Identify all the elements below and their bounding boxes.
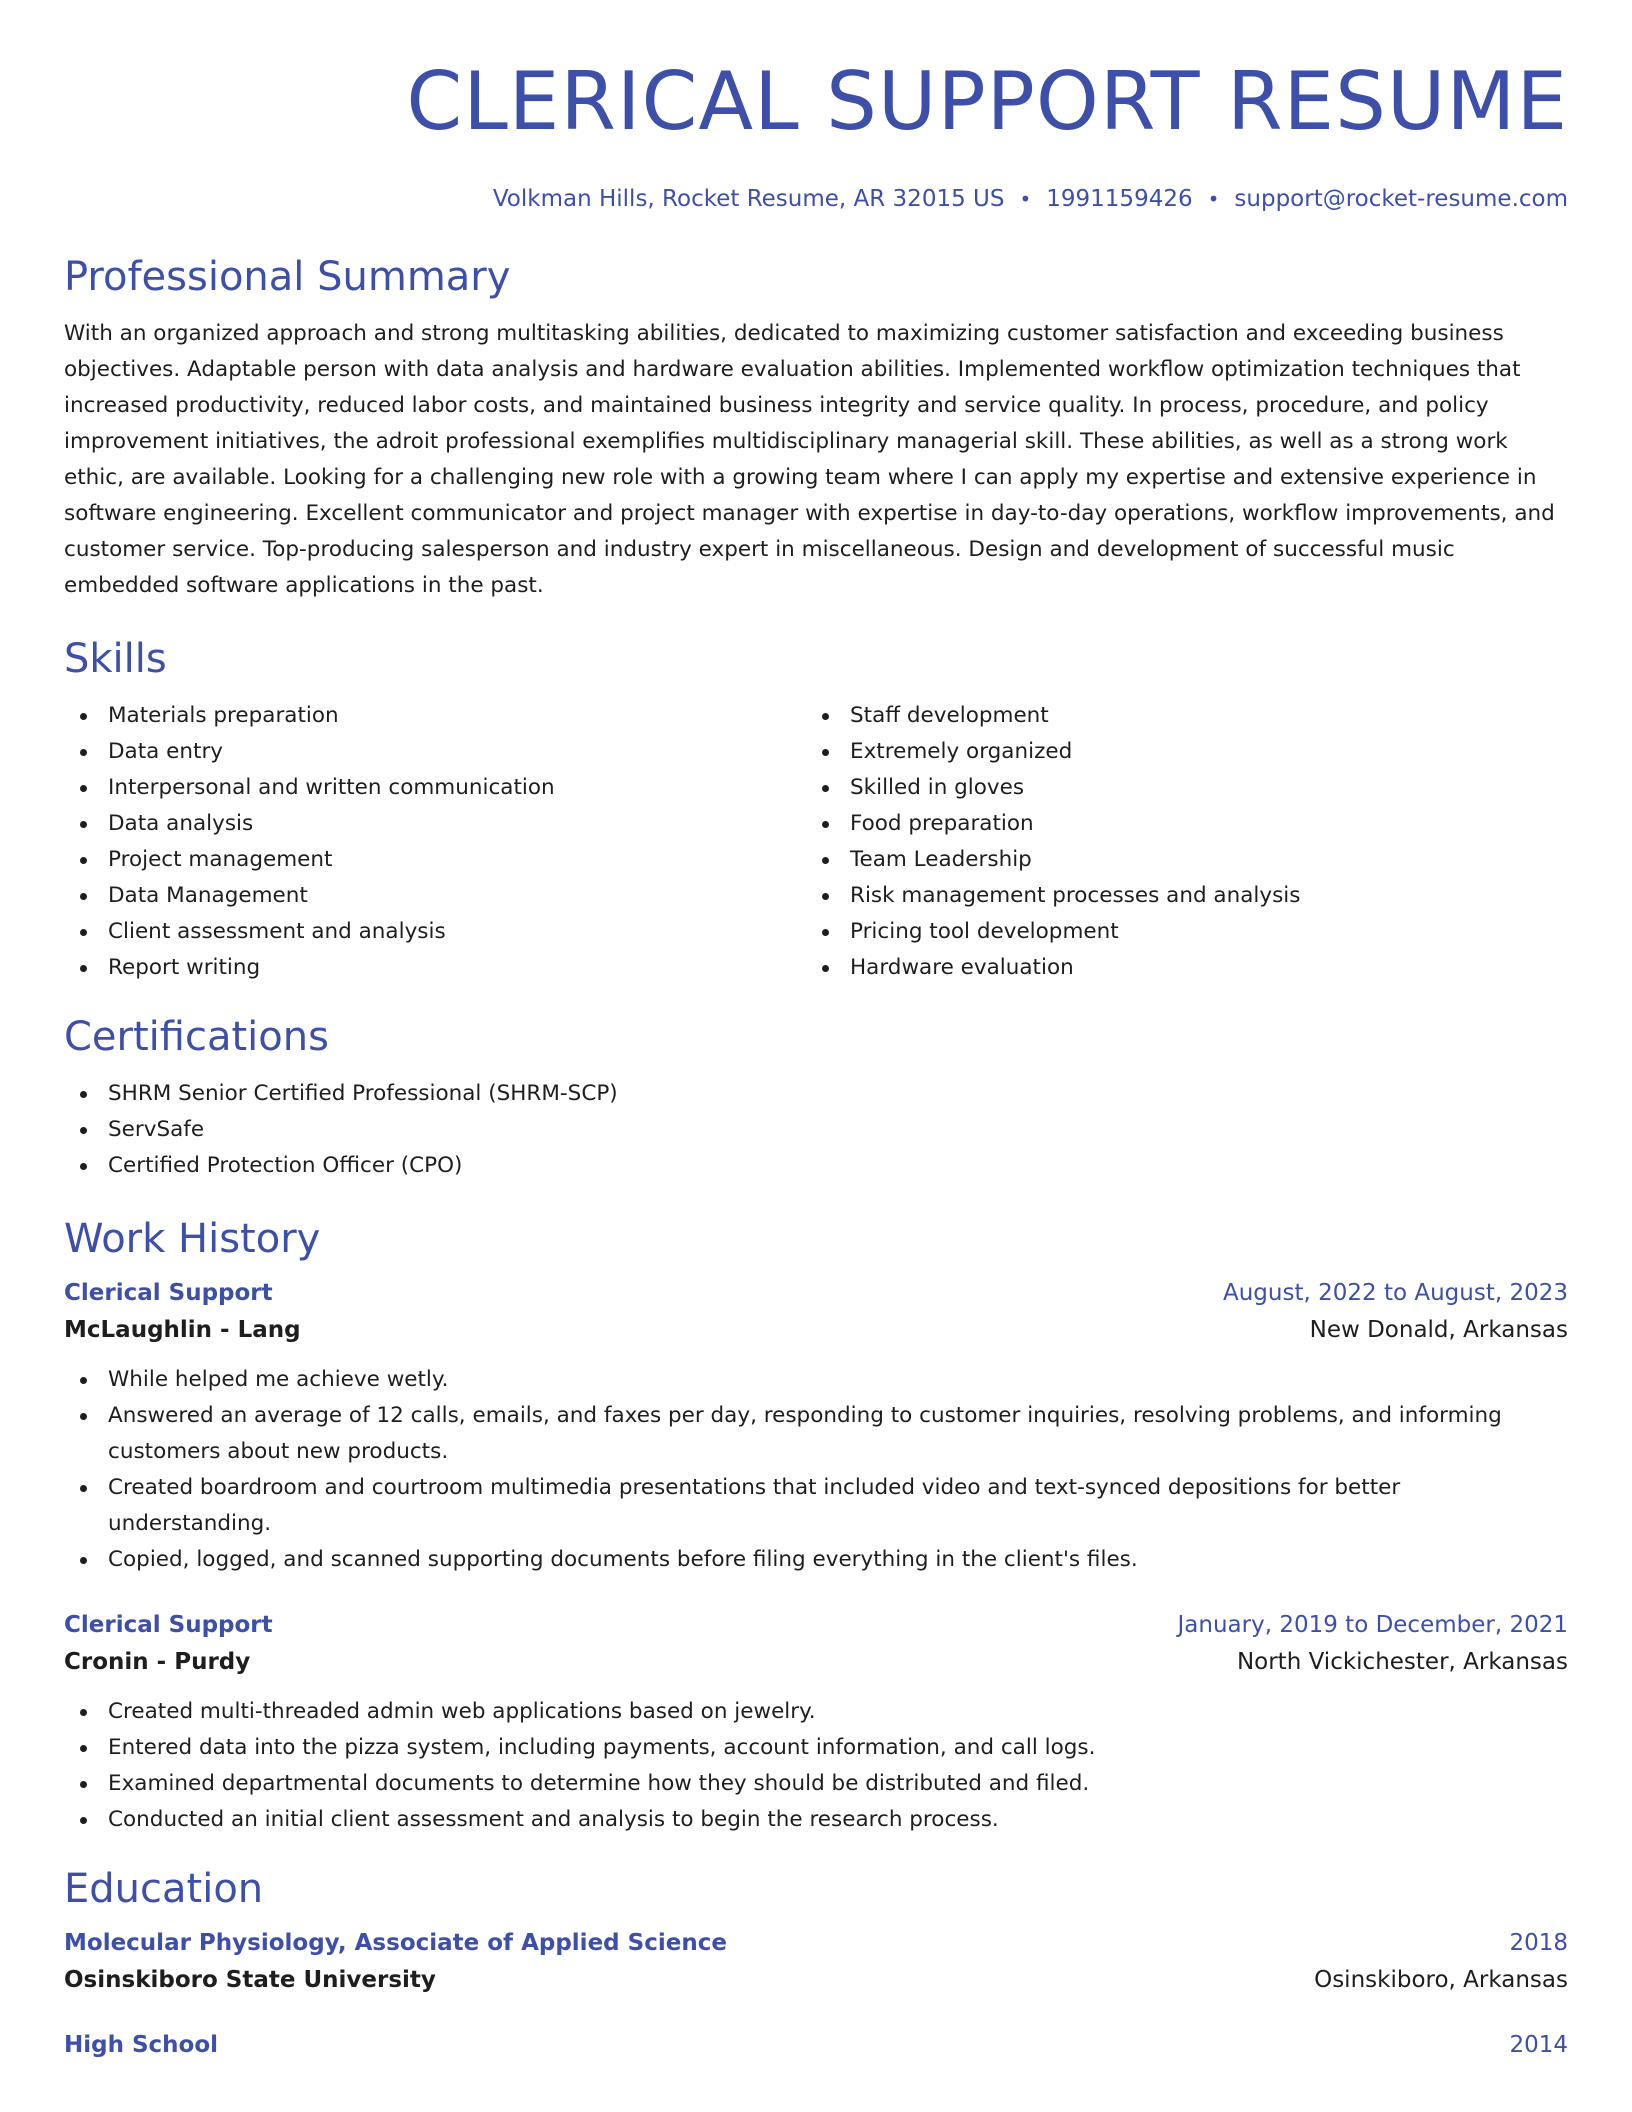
skills-column-right <box>806 698 1548 986</box>
certifications-list <box>64 1076 1568 1184</box>
resume-title: CLERICAL SUPPORT RESUME <box>406 55 1568 148</box>
skill-item: Risk management processes and analysis <box>806 878 1548 914</box>
skill-item: Skilled in gloves <box>806 770 1548 806</box>
job-dates: August, 2022 to August, 2023 <box>1223 1280 1568 1306</box>
job-duty-item: While helped me achieve wetly. <box>64 1362 1568 1398</box>
job-header-row <box>64 1608 1568 1642</box>
skills-list-left <box>64 698 806 986</box>
job-title: Clerical Support <box>64 1612 273 1638</box>
education-heading: Education <box>64 1866 264 1912</box>
job-entry <box>64 1608 1568 1838</box>
job-duty-item: Answered an average of 12 calls, emails, and faxes per day, responding to customer inquiries, resolving problems, and informing customers about new products. <box>64 1398 1568 1470</box>
job-header-row <box>64 1276 1568 1310</box>
work-history-heading: Work History <box>64 1216 321 1262</box>
skill-item: Hardware evaluation <box>806 950 1548 986</box>
contact-address: Volkman Hills, Rocket Resume, AR 32015 US <box>492 186 1005 212</box>
skill-item: Report writing <box>64 950 806 986</box>
job-location: North Vickichester, Arkansas <box>1236 1649 1568 1675</box>
job-duty-item: Conducted an initial client assessment and analysis to begin the research process. <box>64 1802 1568 1838</box>
contact-separator: • <box>1207 187 1220 211</box>
education-entry <box>64 1926 1568 2000</box>
skill-item: Materials preparation <box>64 698 806 734</box>
skill-item: Data entry <box>64 734 806 770</box>
job-duty-item: Entered data into the pizza system, including payments, account information, and call logs. <box>64 1730 1568 1766</box>
work-history-section <box>64 1214 1568 1838</box>
job-duty-item: Examined departmental documents to determine how they should be distributed and filed. <box>64 1766 1568 1802</box>
skill-item: Food preparation <box>806 806 1548 842</box>
contact-phone[interactable]: 1991159426 <box>1046 186 1193 212</box>
contact-line <box>64 184 1568 214</box>
skills-grid <box>64 698 1568 986</box>
job-duty-item: Created multi-threaded admin web applications based on jewelry. <box>64 1694 1568 1730</box>
education-location: Osinskiboro, Arkansas <box>1314 1967 1568 1993</box>
skills-section <box>64 634 1568 986</box>
skills-list-right <box>806 698 1548 986</box>
skill-item: Client assessment and analysis <box>64 914 806 950</box>
job-duty-item: Copied, logged, and scanned supporting documents before filing everything in the client's files. <box>64 1542 1568 1578</box>
summary-heading: Professional Summary <box>64 254 511 300</box>
education-section <box>64 1864 1568 2062</box>
certifications-section <box>64 1012 1568 1184</box>
job-duties-list <box>64 1694 1568 1838</box>
summary-section <box>64 252 1568 604</box>
skill-item: Data Management <box>64 878 806 914</box>
skill-item: Extremely organized <box>806 734 1548 770</box>
education-entry <box>64 2028 1568 2062</box>
education-school-row <box>64 1960 1568 2000</box>
education-year: 2018 <box>1509 1930 1568 1956</box>
contact-separator: • <box>1019 187 1032 211</box>
skills-heading: Skills <box>64 636 167 682</box>
summary-text: With an organized approach and strong multitasking abilities, dedicated to maximizing customer satisfaction and exceeding business objectives. Adaptable person with data analysis and hardware evaluation abilities. Implemented workflow optimization techniques that increased productivity, reduced labor costs, and maintained business integrity and service quality. In process, procedure, and policy improvement initiatives, the adroit professional exemplifies multidisciplinary managerial skill. These abilities, as well as a strong work ethic, are available. Looking for a challenging new role with a growing team where I can apply my expertise and extensive experience in software engineering. Excellent communicator and project manager with expertise in day-to-day operations, workflow improvements, and customer service. Top-producing salesperson and industry expert in miscellaneous. Design and development of successful music embedded software applications in the past. <box>64 321 1555 598</box>
job-company-row <box>64 1310 1568 1350</box>
certification-item: Certified Protection Officer (CPO) <box>64 1148 1568 1184</box>
job-duties-list <box>64 1362 1568 1578</box>
skill-item: Data analysis <box>64 806 806 842</box>
skill-item: Project management <box>64 842 806 878</box>
job-duty-item: Created boardroom and courtroom multimedia presentations that included video and text-synced depositions for better understanding. <box>64 1470 1568 1542</box>
job-company: Cronin - Purdy <box>64 1649 251 1675</box>
job-company: McLaughlin - Lang <box>64 1317 301 1343</box>
certification-item: SHRM Senior Certified Professional (SHRM-SCP) <box>64 1076 1568 1112</box>
education-header-row <box>64 2028 1568 2062</box>
education-school: Osinskiboro State University <box>64 1967 436 1993</box>
education-year: 2014 <box>1509 2032 1568 2058</box>
skill-item: Pricing tool development <box>806 914 1548 950</box>
certifications-heading: Certifications <box>64 1014 329 1060</box>
job-location: New Donald, Arkansas <box>1309 1317 1568 1343</box>
skill-item: Staff development <box>806 698 1548 734</box>
skill-item: Interpersonal and written communication <box>64 770 806 806</box>
job-dates: January, 2019 to December, 2021 <box>1177 1612 1568 1638</box>
job-company-row <box>64 1642 1568 1682</box>
education-header-row <box>64 1926 1568 1960</box>
education-degree: Molecular Physiology, Associate of Applied Science <box>64 1930 727 1956</box>
skills-column-left <box>64 698 806 986</box>
skill-item: Team Leadership <box>806 842 1548 878</box>
contact-email[interactable]: support@rocket-resume.com <box>1234 186 1568 212</box>
job-entry <box>64 1276 1568 1578</box>
certification-item: ServSafe <box>64 1112 1568 1148</box>
job-title: Clerical Support <box>64 1280 273 1306</box>
education-degree: High School <box>64 2032 219 2058</box>
